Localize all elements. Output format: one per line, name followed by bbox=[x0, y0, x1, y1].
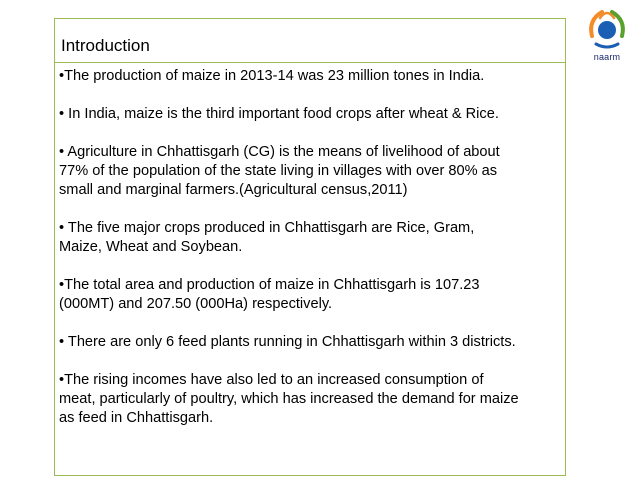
bullet-paragraph: •The total area and production of maize in Chhattisgarh is 107.23 (000MT) and 207.50 (000Ha) respectively. bbox=[59, 277, 480, 312]
slide-title: Introduction bbox=[61, 36, 150, 55]
naarm-emblem-icon bbox=[580, 6, 634, 52]
bullet-paragraph: • In India, maize is the third important food crops after wheat & Rice. bbox=[59, 106, 499, 122]
bullet-paragraph: • Agriculture in Chhattisgarh (CG) is the means of livelihood of about 77% of the population of the state living in villages with over 80% as small and marginal farmers.(Agricultural census,2011) bbox=[59, 144, 500, 198]
content-frame bbox=[54, 18, 566, 476]
bullet-paragraph: •The rising incomes have also led to an increased consumption of meat, particularly of poultry, which has increased the demand for maize as feed in Chhattisgarh. bbox=[59, 372, 519, 426]
logo-text: naarm bbox=[593, 52, 621, 62]
bullet-paragraph: • The five major crops produced in Chhattisgarh are Rice, Gram, Maize, Wheat and Soybean. bbox=[59, 220, 475, 255]
title-box bbox=[55, 19, 565, 63]
bullet-list bbox=[59, 67, 561, 447]
bullet-paragraph: • There are only 6 feed plants running in Chhattisgarh within 3 districts. bbox=[59, 334, 516, 350]
naarm-logo bbox=[580, 6, 634, 64]
bullet-paragraph: •The production of maize in 2013-14 was 23 million tones in India. bbox=[59, 68, 485, 84]
